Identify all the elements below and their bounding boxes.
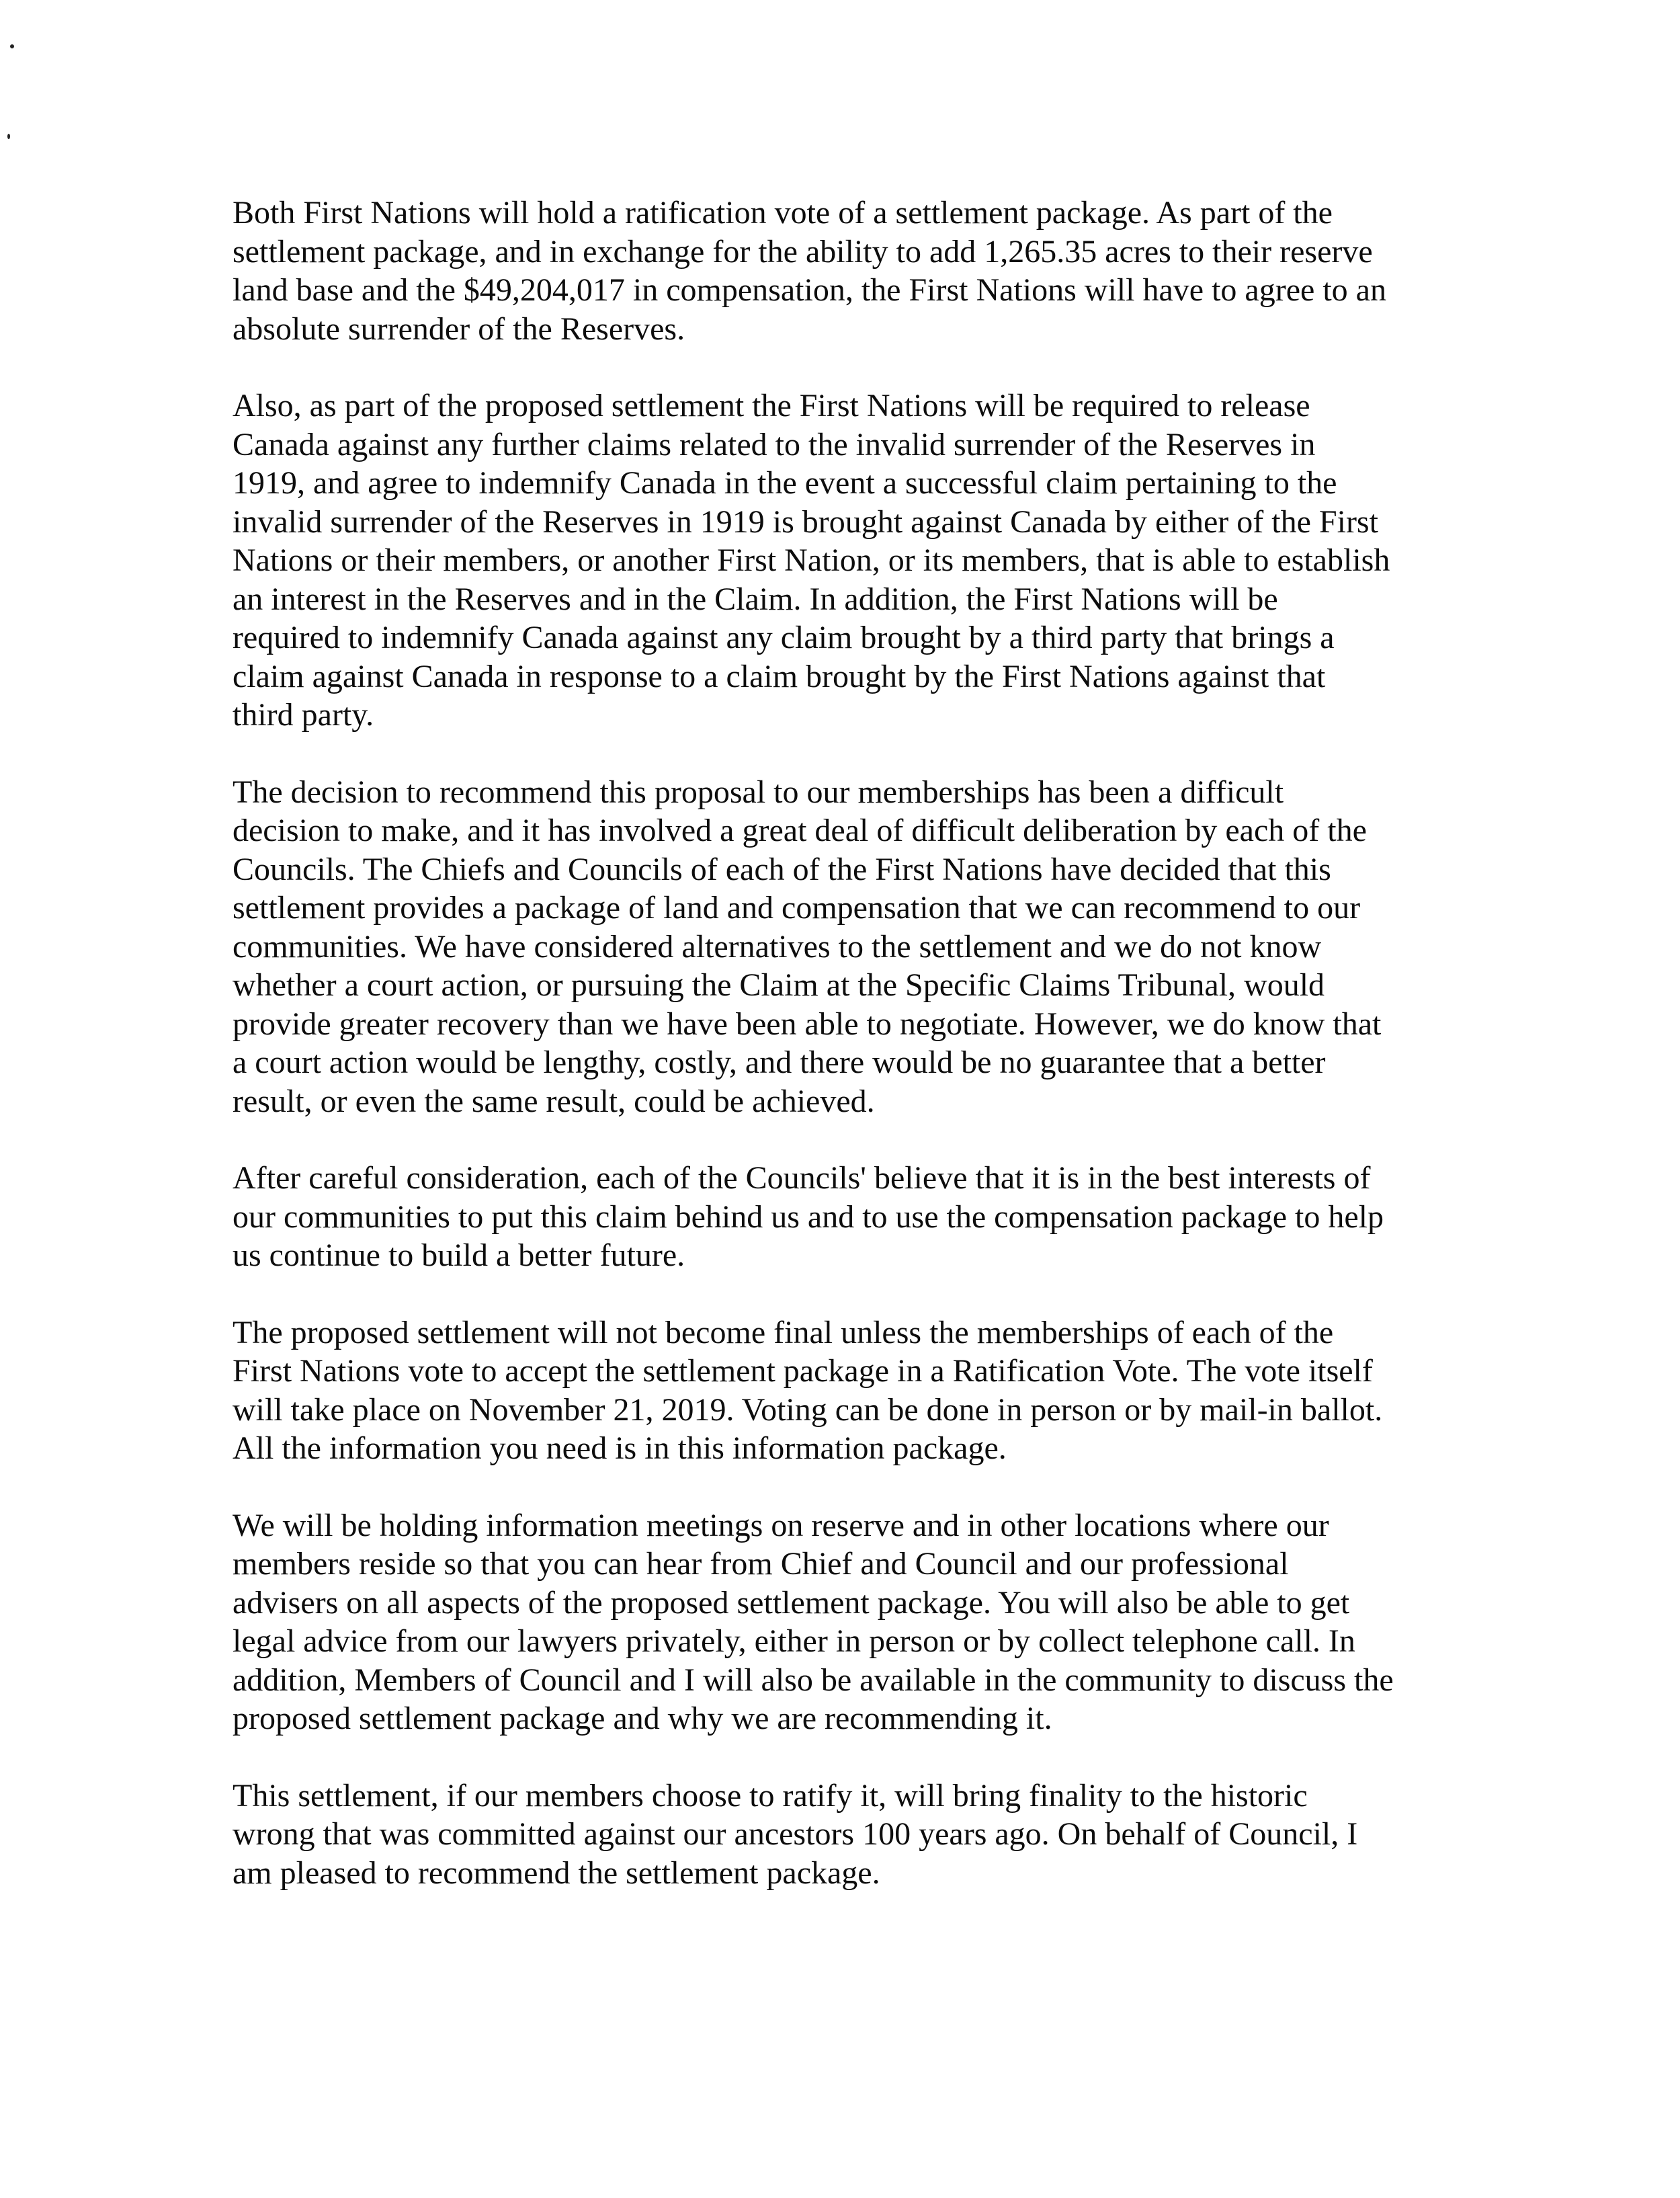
paragraph-ratification-vote: Both First Nations will hold a ratification vote of a settlement package. As part of the settlement package, and in exchange for the ability to add 1,265.35 acres to their reserve land base and the $49,204,017 in compensation, the First Nations will have to agree to an absolute surrender of the Reserves. xyxy=(233,195,1386,347)
letter-body xyxy=(233,194,1442,1930)
paragraph-release-indemnify: Also, as part of the proposed settlement the First Nations will be required to release Canada against any further claims related to the invalid surrender of the Reserves in 1919, and agree to indemnify Canada in the event a successful claim pertaining to the invalid surrender of the Reserves in 1919 is brought against Canada by either of the First Nations or their members, or another First Nation, or its members, that is able to establish an interest in the Reserves and in the Claim. In addition, the First Nations will be required to indemnify Canada against any claim brought by a third party that brings a claim against Canada in response to a claim brought by the First Nations against that third party. xyxy=(233,388,1390,733)
paragraph-vote-date: The proposed settlement will not become final unless the memberships of each of the First Nations vote to accept the settlement package in a Ratification Vote. The vote itself will take place on November 21, 2019. Voting can be done in person or by mail-in ballot. All the information you need is in this information package. xyxy=(233,1314,1383,1466)
paragraph-decision: The decision to recommend this proposal to our memberships has been a difficult decision to make, and it has involved a great deal of difficult deliberation by each of the Councils. The Chiefs and Councils of each of the First Nations have decided that this settlement provides a package of land and compensation that we can recommend to our communities. We have considered alternatives to the settlement and we do not know whether a court action, or pursuing the Claim at the Specific Claims Tribunal, would provide greater recovery than we have been able to negotiate. However, we do know that a court action would be lengthy, costly, and there would be no guarantee that a better result, or even the same result, could be achieved. xyxy=(233,774,1382,1119)
scan-speck xyxy=(10,44,14,48)
paragraph-information-meetings: We will be holding information meetings on reserve and in other locations where our members reside so that you can hear from Chief and Council and our professional advisers on all aspects of the proposed settlement package. You will also be able to get legal advice from our lawyers privately, either in person or by collect telephone call. In addition, Members of Council and I will also be available in the community to discuss the proposed settlement package and why we are recommending it. xyxy=(233,1507,1394,1736)
scan-speck xyxy=(7,134,10,139)
paragraph-consideration: After careful consideration, each of the Councils' believe that it is in the best interests of our communities to put this claim behind us and to use the compensation package to help us continue to build a better future. xyxy=(233,1160,1384,1273)
paragraph-closing: This settlement, if our members choose to ratify it, will bring finality to the historic wrong that was committed against our ancestors 100 years ago. On behalf of Council, I am pleased to recommend the settlement package. xyxy=(233,1777,1358,1891)
